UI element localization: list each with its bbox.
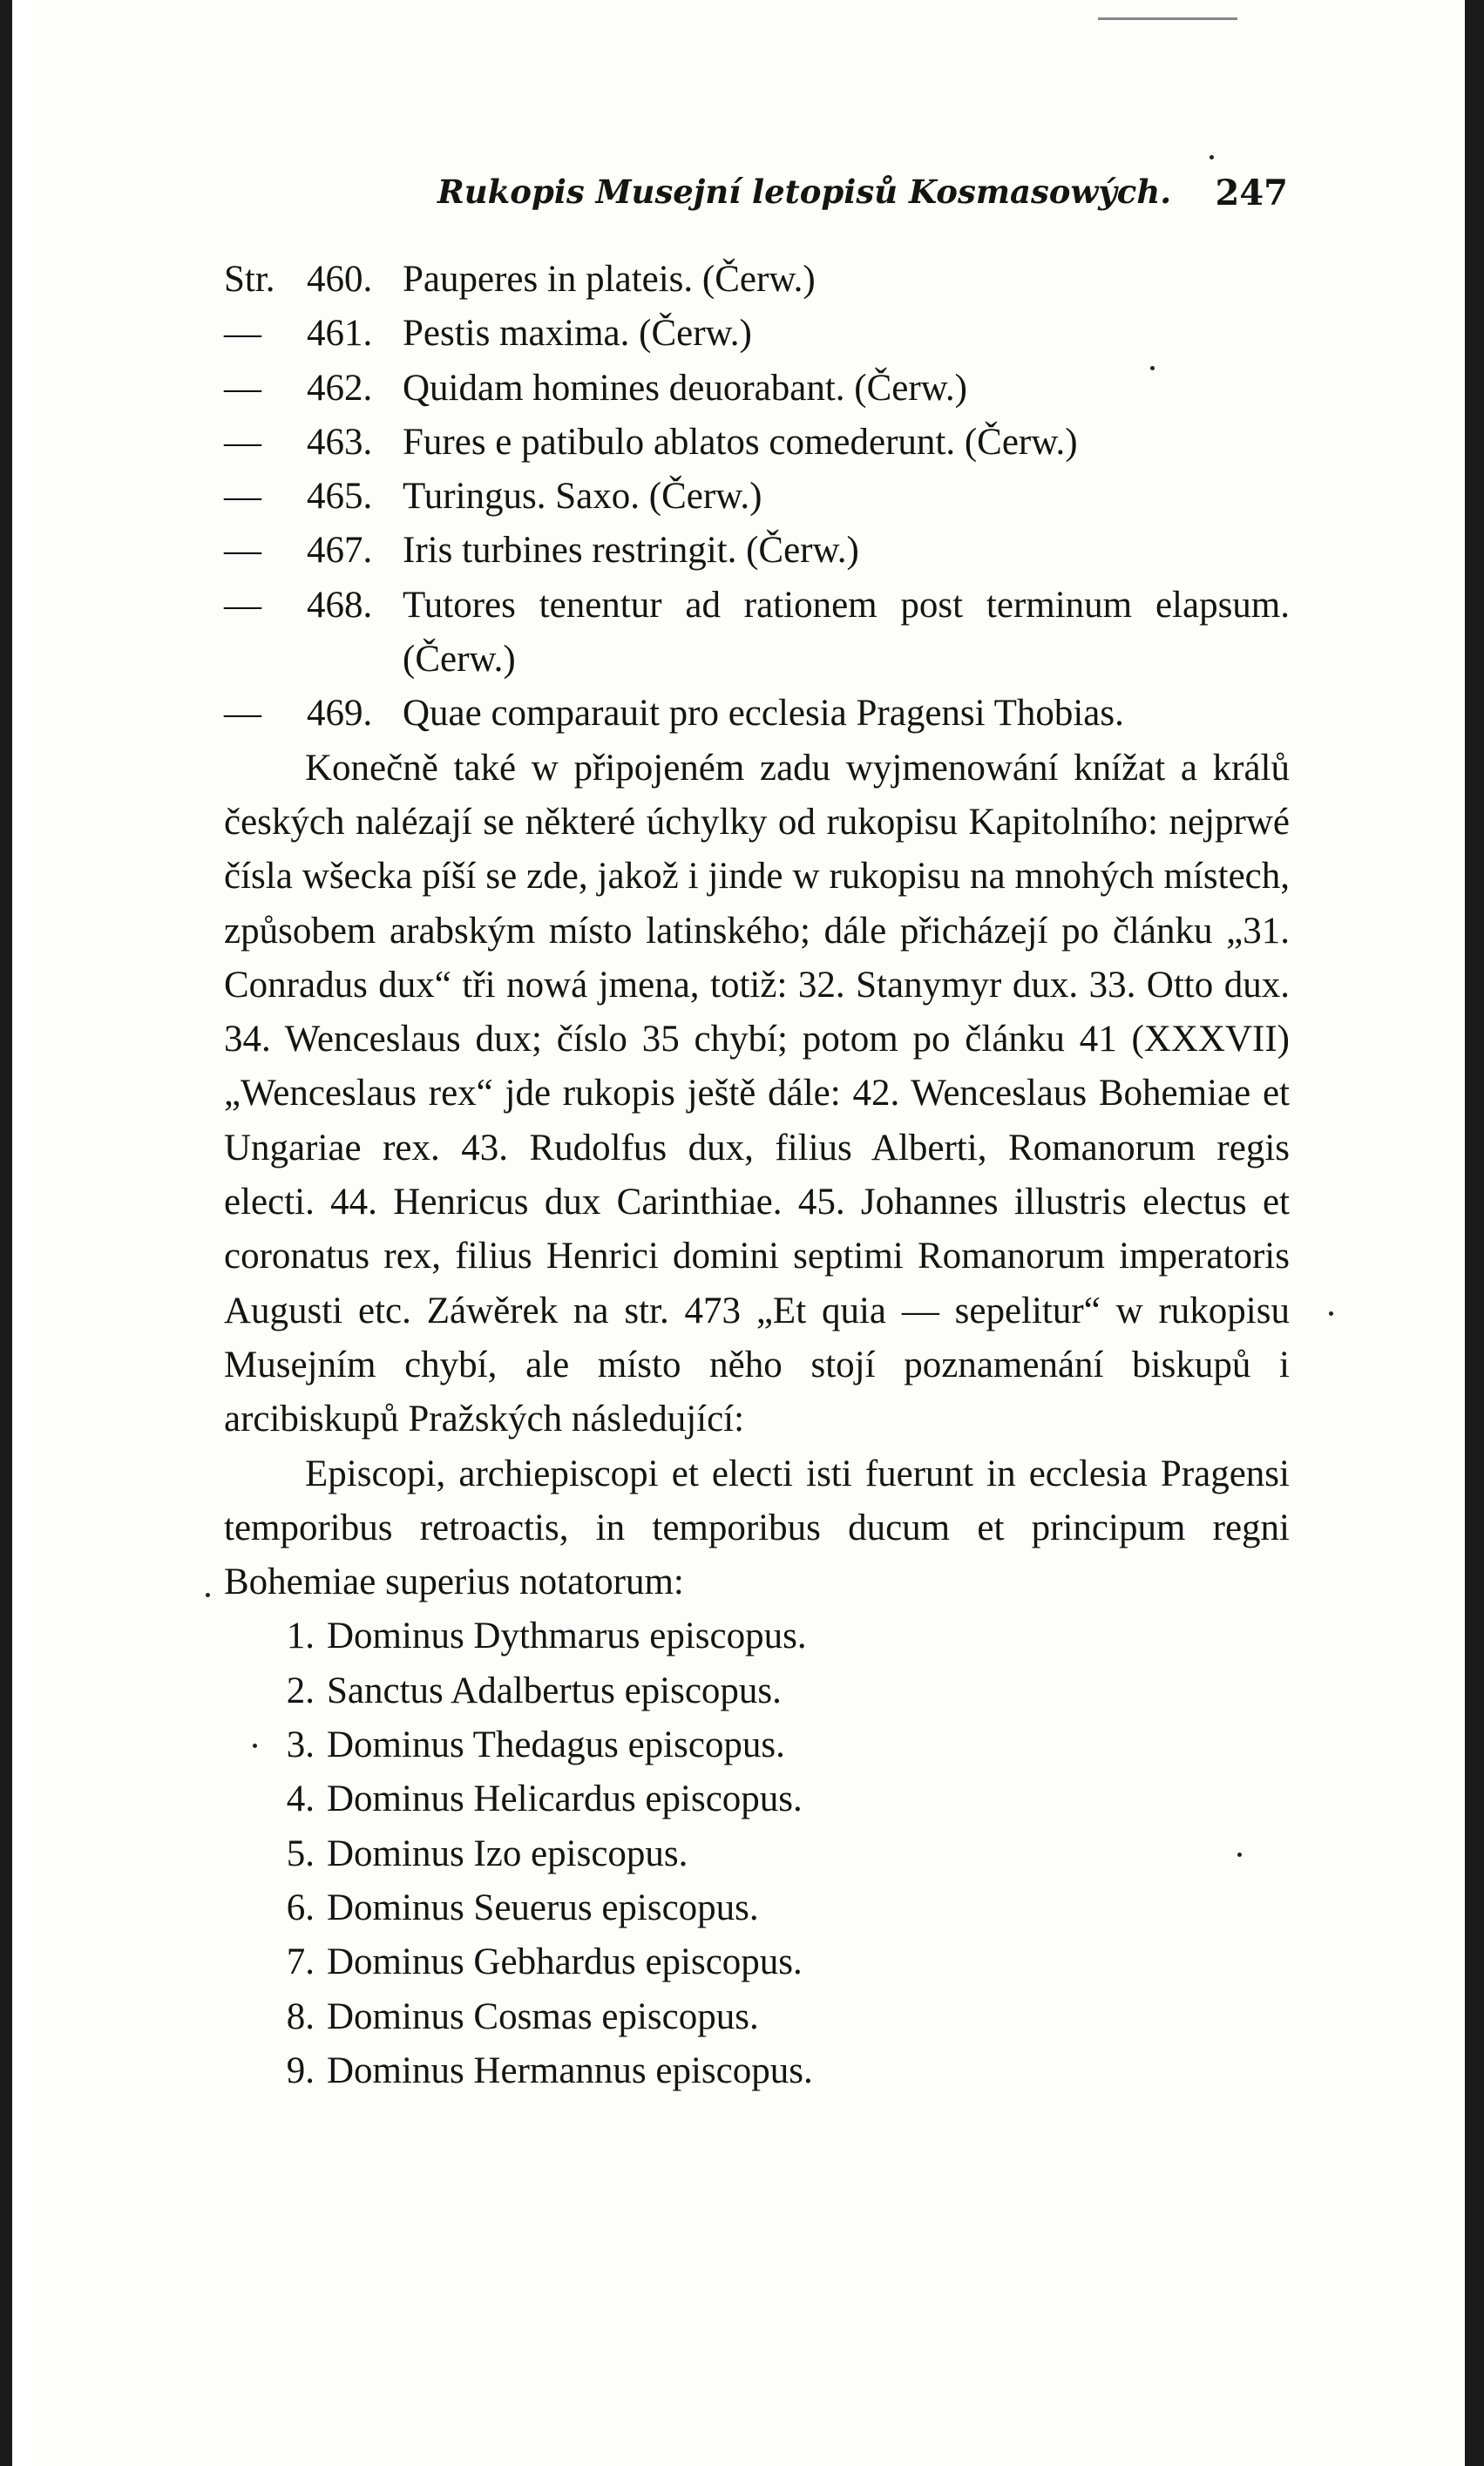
- scan-edge-right: [1465, 0, 1484, 2466]
- entry-text: Quae comparauit pro ecclesia Pragensi Thobias.: [403, 693, 1124, 735]
- entry-list: [224, 253, 1290, 742]
- header-title: Rukopis Musejní letopisů Kosmasowých.: [437, 173, 1172, 211]
- entry-number: 469.: [307, 693, 373, 735]
- list-item: [224, 1881, 1290, 1935]
- entry-row: [224, 687, 1290, 741]
- entry-number: 462.: [307, 367, 373, 409]
- scan-speck: [253, 1744, 257, 1748]
- entry-prefix: —: [224, 313, 261, 355]
- scan-speck: [206, 1593, 210, 1597]
- list-item-text: Dominus Dythmarus episcopus.: [327, 1616, 807, 1657]
- entry-row: [224, 524, 1290, 578]
- entry-text: Fures e patibulo ablatos comederunt. (Čerw.): [403, 421, 1078, 463]
- entry-reference: [224, 470, 403, 524]
- paragraph-latin-heading: Episcopi, archiepiscopi et electi isti fuerunt in ecclesia Pragensi temporibus retroactis, in temporibus ducum et principum regni Bohemiae superius notatorum:: [224, 1453, 1290, 1603]
- entry-prefix: —: [224, 476, 261, 518]
- scan-speck: [1237, 1853, 1242, 1857]
- list-item-text: Sanctus Adalbertus episcopus.: [327, 1670, 782, 1711]
- entry-prefix: Str.: [224, 259, 275, 300]
- entry-reference: [224, 307, 403, 361]
- list-item-number: 9.: [286, 2049, 315, 2091]
- entry-text: Pauperes in plateis. (Čerw.): [403, 259, 816, 300]
- list-item-number: 4.: [286, 1778, 315, 1820]
- entry-number: 460.: [307, 259, 373, 300]
- scan-margin-left: [12, 0, 33, 2466]
- entry-number: 468.: [307, 584, 373, 626]
- list-item-text: Dominus Gebhardus episcopus.: [327, 1941, 803, 1983]
- entry-text: Iris turbines restringit. (Čerw.): [403, 530, 859, 572]
- entry-reference: [224, 416, 403, 470]
- page-number: 247: [1215, 173, 1288, 213]
- list-item: [224, 1772, 1290, 1826]
- list-item: [224, 1935, 1290, 1989]
- list-item-number: 2.: [286, 1670, 315, 1711]
- scan-top-mark: [1098, 17, 1237, 20]
- list-item-number: 7.: [286, 1941, 315, 1983]
- entry-reference: [224, 362, 403, 416]
- entry-row: [224, 579, 1290, 688]
- scan-speck: [1150, 366, 1155, 370]
- entry-text: Pestis maxima. (Čerw.): [403, 313, 752, 355]
- entry-number: 465.: [307, 476, 373, 518]
- list-item: [224, 1718, 1290, 1772]
- entry-text: Quidam homines deuorabant. (Čerw.): [403, 367, 968, 409]
- list-item-number: 1.: [286, 1616, 315, 1657]
- scan-speck: [1210, 155, 1214, 159]
- page-body: [224, 253, 1290, 2098]
- list-item-number: 3.: [286, 1724, 315, 1766]
- entry-prefix: —: [224, 584, 261, 626]
- entry-prefix: —: [224, 693, 261, 735]
- list-item-text: Dominus Hermannus episcopus.: [327, 2049, 813, 2091]
- list-item: [224, 1609, 1290, 1663]
- entry-row: [224, 470, 1290, 524]
- entry-row: [224, 253, 1290, 307]
- list-item-text: Dominus Izo episcopus.: [327, 1833, 688, 1874]
- scan-speck: [1329, 1311, 1333, 1316]
- list-item: [224, 1990, 1290, 2044]
- entry-reference: [224, 579, 403, 688]
- entry-reference: [224, 687, 403, 741]
- entry-reference: [224, 253, 403, 307]
- bishop-list: [224, 1609, 1290, 2098]
- entry-reference: [224, 524, 403, 578]
- list-item-text: Dominus Cosmas episcopus.: [327, 1995, 759, 2037]
- entry-text: Turingus. Saxo. (Čerw.): [403, 476, 762, 518]
- entry-number: 467.: [307, 530, 373, 572]
- entry-number: 463.: [307, 421, 373, 463]
- list-item: [224, 1827, 1290, 1881]
- entry-prefix: —: [224, 530, 261, 572]
- entry-row: [224, 416, 1290, 470]
- entry-row: [224, 307, 1290, 361]
- list-item-number: 5.: [286, 1833, 315, 1874]
- entry-text: Tutores tenentur ad rationem post terminum elapsum. (Čerw.): [403, 584, 1290, 681]
- entry-prefix: —: [224, 367, 261, 409]
- list-item: [224, 2044, 1290, 2098]
- running-header: [227, 173, 1298, 228]
- entry-prefix: —: [224, 421, 261, 463]
- scan-edge-left: [0, 0, 12, 2466]
- list-item-text: Dominus Thedagus episcopus.: [327, 1724, 785, 1766]
- paragraph-description: Konečně také w připojeném zadu wyjmenowání knížat a králů českých nalézají se některé úchylky od rukopisu Kapitolního: nejprwé čísla wšecka píší se zde, jakož i jinde w rukopisu na mnohých místech, způsobem arabským místo latinského; dále přicházejí po článku „31. Conradus dux“ tři nowá jmena, totiž: 32. Stanymyr dux. 33. Otto dux. 34. Wenceslaus dux; číslo 35 chybí; potom po článku 41 (XXXVII) „Wenceslaus rex“ jde rukopis ještě dále: 42. Wenceslaus Bohemiae et Ungariae rex. 43. Rudolfus dux, filius Alberti, Romanorum regis electi. 44. Henricus dux Carinthiae. 45. Johannes illustris electus et coronatus rex, filius Henrici domini septimi Romanorum imperatoris Augusti etc. Záwěrek na str. 473 „Et quia — sepelitur“ w rukopisu Musejním chybí, ale místo něho stojí poznamenání biskupů i arcibiskupů Pražských následující:: [224, 747, 1290, 1440]
- list-item-text: Dominus Seuerus episcopus.: [327, 1887, 759, 1928]
- list-item-number: 6.: [286, 1887, 315, 1928]
- entry-number: 461.: [307, 313, 373, 355]
- entry-row: [224, 362, 1290, 416]
- list-item-number: 8.: [286, 1995, 315, 2037]
- list-item: [224, 1664, 1290, 1718]
- list-item-text: Dominus Helicardus episcopus.: [327, 1778, 803, 1820]
